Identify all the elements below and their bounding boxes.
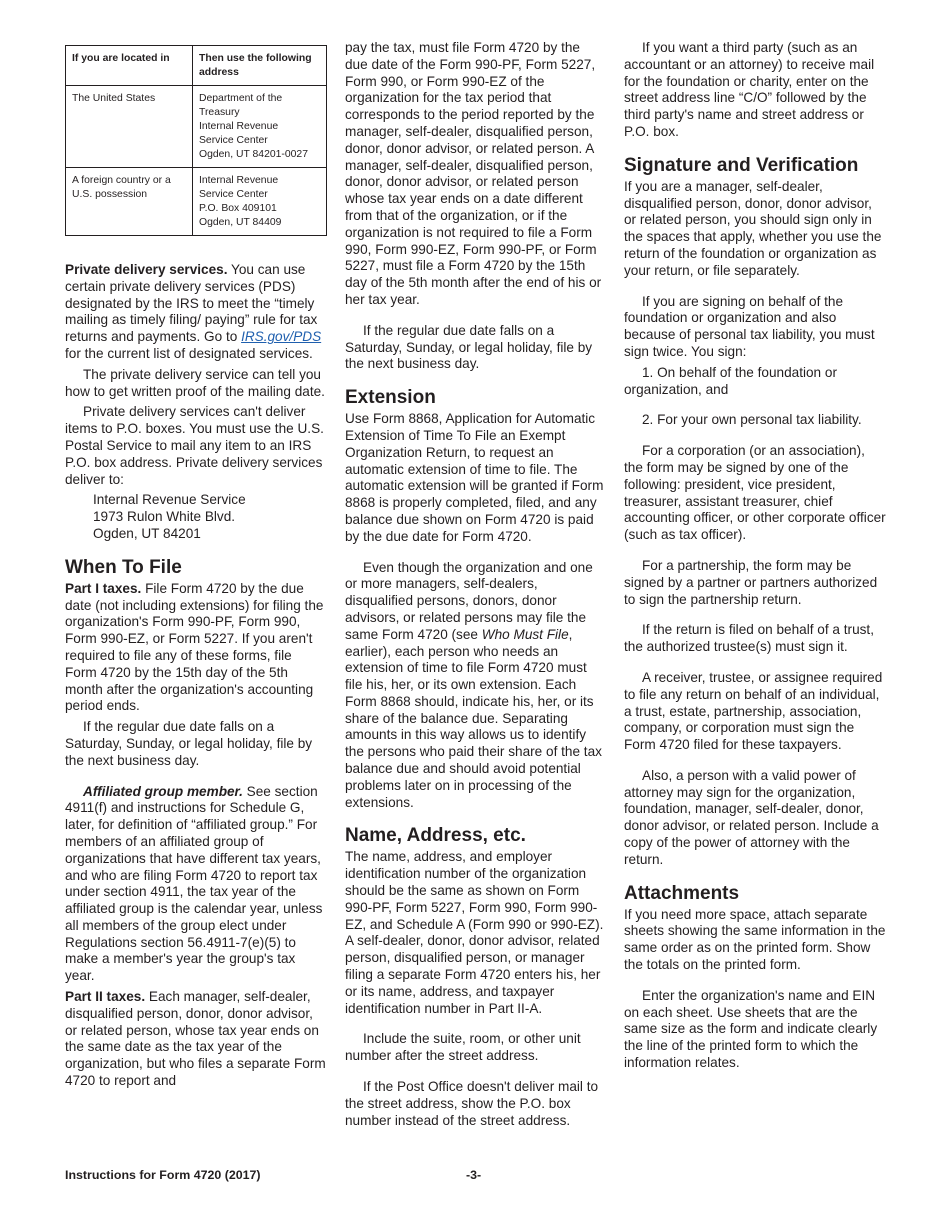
extension-heading: Extension xyxy=(345,387,436,409)
affiliated-text: See section 4911(f) and instructions for Schedule G, later, for definition of “affiliated group.” For members of an affiliated group of organizations that have different tax years, and who are filing Form 4720 to report tax under section 4911, the tax year of the affiliated group is the calendar year, unless all members of the group elect under Regulations section 56.4911-7(e)(5) to make a member's year the group's tax year. xyxy=(65,783,323,984)
name-address-paragraph-1: The name, address, and employer identification number of the organization should be the same as shown on Form 990-PF, Form 5227, Form 990, Form 990-EZ, and Schedule A (Form 990 or 990-EZ). A self-dealer, donor, donor advisor, related person, disqualified person, or manager filing a separate Form 4720 enters his, her or its name, address, and taxpayer identification number in Part II-A. xyxy=(345,849,604,1016)
attachments-paragraph-2: Enter the organization's name and EIN on each sheet. Use sheets that are the same size as the form and indicate clearly the line of the printed form to which the information relates. xyxy=(624,987,878,1071)
table-header-cell: If you are located in xyxy=(66,46,193,86)
address-line: P.O. Box 409101 xyxy=(199,203,277,214)
part-2-text: Each manager, self-dealer, disqualified person, donor, donor advisor, or related person, whose tax year ends on the same date as the tax year of the organization, but who files a separate Form 4720 to report and xyxy=(65,989,326,1089)
irs-address-block xyxy=(93,492,327,542)
irs-pds-link[interactable]: IRS.gov/PDS xyxy=(241,329,322,345)
address-line: Ogden, UT 84201-0027 xyxy=(199,149,308,160)
part-1-run-in-heading: Part I taxes. xyxy=(65,580,142,596)
table-header-row xyxy=(66,46,327,86)
pds-text: You can use certain private delivery services (PDS) designated by the IRS to meet the “timely mailing as timely filing/ paying” rule for tax returns and payments. Go to xyxy=(65,262,318,345)
pds-paragraph-3: Private delivery services can't deliver items to P.O. boxes. You must use the U.S. Postal Service to mail any item to an IRS P.O. box address. Private delivery services deliver to: xyxy=(65,404,324,487)
part-1-paragraph-2: If the regular due date falls on a Saturday, Sunday, or legal holiday, file by the next business day. xyxy=(65,719,313,768)
signature-paragraph-2: If you are signing on behalf of the foundation or organization and also because of personal tax liability, you must sign twice. You sign: xyxy=(624,293,875,359)
signature-verification-heading: Signature and Verification xyxy=(624,154,859,176)
extension-paragraph-1: Use Form 8868, Application for Automatic Extension of Time To File an Exempt Organization Return, to request an automatic extension of time to file. The automatic extension will be granted if Form 8868 is properly completed, filed, and any balance due shown on Form 4720 is paid by the due date for Form 4720. xyxy=(345,411,604,544)
address-line: Internal Revenue xyxy=(199,121,279,132)
signature-paragraph-corporation: For a corporation (or an association), the form may be signed by one of the following: president, vice president, treasurer, assistant treasurer, chief accounting officer, or other corporate officer (such as tax officer). xyxy=(624,443,886,543)
signature-paragraph-power-of-attorney: Also, a person with a valid power of attorney may sign for the organization, foundation, manager, self-dealer, donor, donor advisor, or related person. Include a copy of the power of attorney with the return. xyxy=(624,767,879,867)
extension-text: Even though the organization and one or more managers, self-dealers, disqualified persons, donors, donor advisors, or related persons may file the same Form 4720 (see xyxy=(345,559,593,642)
due-date-paragraph: If the regular due date falls on a Saturday, Sunday, or legal holiday, file by the next business day. xyxy=(345,322,593,372)
part-2-continued: pay the tax, must file Form 4720 by the due date of the Form 990-PF, Form 5227, Form 990, or Form 990-EZ of the organization for the tax period that corresponds to the period reported by the manager, self-dealer, disqualified person, donor, donor advisor, or related person. A manager, self-dealer, disqualified person, donor, donor advisor, or related person whose tax year ends on a date different from that of the organization, or if the organization is not required to file a Form 990, Form 990-EZ, Form 990-PF, or Form 5227, must file a Form 4720 by the 15th day of the 5th month after the end of his or her tax year. xyxy=(345,40,602,307)
signature-paragraph-1: If you are a manager, self-dealer, disqualified person, donor, donor advisor, or related person, you should sign only in the spaces that apply, whether you use the return of the foundation or organization as your return, or file separately. xyxy=(624,178,882,278)
signature-list-item-2: 2. For your own personal tax liability. xyxy=(642,412,862,428)
address-table xyxy=(65,45,327,236)
attachments-paragraph-1: If you need more space, attach separate sheets showing the same information in the same order as on the printed form. Show the totals on the printed form. xyxy=(624,906,886,973)
signature-paragraph-receiver: A receiver, trustee, or assignee required to file any return on behalf of an individual, a trust, estate, partnership, association, company, or corporation must sign the Form 4720 filed for these taxpayers. xyxy=(624,669,883,753)
name-address-paragraph-3: If the Post Office doesn't deliver mail to the street address, show the P.O. box number instead of the street address. xyxy=(345,1079,599,1128)
address-line: 1973 Rulon White Blvd. xyxy=(93,509,236,525)
part-2-run-in-heading: Part II taxes. xyxy=(65,989,146,1005)
pds-paragraph-2: The private delivery service can tell you how to get written proof of the mailing date. xyxy=(65,366,325,399)
table-cell-address xyxy=(193,86,327,168)
pds-text-end: for the current list of designated services. xyxy=(65,345,313,361)
name-address-paragraph-2: Include the suite, room, or other unit number after the street address. xyxy=(345,1031,581,1064)
address-line: Department of the xyxy=(199,93,283,104)
extension-text-end: , earlier), each person who needs an extension of time to file Form 4720 must file his, her, or its own extension. Each Form 8868 should, indicate his, her, or its share of the balance due. Separating amounts in this way allows us to identify the persons who paid their share of the tax balance due and should avoid potential problems later on in processing of the extensions. xyxy=(345,626,602,810)
third-party-paragraph: If you want a third party (such as an accountant or an attorney) to receive mail for the foundation or charity, enter on the street address line “C/O” followed by the third party's name and street address or P.O. box. xyxy=(624,40,875,139)
signature-paragraph-partnership: For a partnership, the form may be signed by a partner or partners authorized to sign the partnership return. xyxy=(624,557,878,607)
column-1 xyxy=(65,40,327,1090)
page-number: -3- xyxy=(466,1168,482,1182)
table-header-cell: Then use the following address xyxy=(193,46,327,86)
address-line: Ogden, UT 84409 xyxy=(199,217,282,228)
table-cell-location: The United States xyxy=(66,86,193,168)
extension-paragraph-2 xyxy=(345,560,605,812)
table-cell-location: A foreign country or a U.S. possession xyxy=(66,168,193,236)
address-line: Service Center xyxy=(199,189,268,200)
when-to-file-heading: When To File xyxy=(65,556,182,578)
column-3 xyxy=(624,40,886,1072)
affiliated-run-in-heading: Affiliated group member. xyxy=(83,783,243,799)
name-address-heading: Name, Address, etc. xyxy=(345,825,526,847)
footer-title: Instructions for Form 4720 (2017) xyxy=(65,1168,261,1182)
table-row xyxy=(66,168,327,236)
column-2 xyxy=(345,40,605,1129)
signature-list-item-1: 1. On behalf of the foundation or organization, and xyxy=(624,364,837,397)
address-line: Treasury xyxy=(199,107,240,118)
pds-run-in-heading: Private delivery services. xyxy=(65,262,228,277)
table-cell-address xyxy=(193,168,327,236)
pds-paragraph xyxy=(65,262,327,363)
attachments-heading: Attachments xyxy=(624,882,740,904)
affiliated-paragraph xyxy=(65,784,327,986)
signature-paragraph-trust: If the return is filed on behalf of a trust, the authorized trustee(s) must sign it. xyxy=(624,622,874,655)
address-line: Service Center xyxy=(199,135,268,146)
address-line: Ogden, UT 84201 xyxy=(93,525,201,541)
address-line: Internal Revenue xyxy=(199,175,279,186)
address-line: Internal Revenue Service xyxy=(93,492,246,508)
who-must-file-reference: Who Must File xyxy=(481,626,569,642)
table-row xyxy=(66,86,327,168)
part-2-paragraph xyxy=(65,989,327,1090)
part-1-paragraph xyxy=(65,581,327,715)
part-1-text: File Form 4720 by the due date (not including extensions) for filing the organization's Form 990-PF, Form 990, Form 990-EZ, or Form 5227. If you aren't required to file any of these forms, file Form 4720 by the 15th day of the 5th month after the organization's accounting period ends. xyxy=(65,580,324,714)
